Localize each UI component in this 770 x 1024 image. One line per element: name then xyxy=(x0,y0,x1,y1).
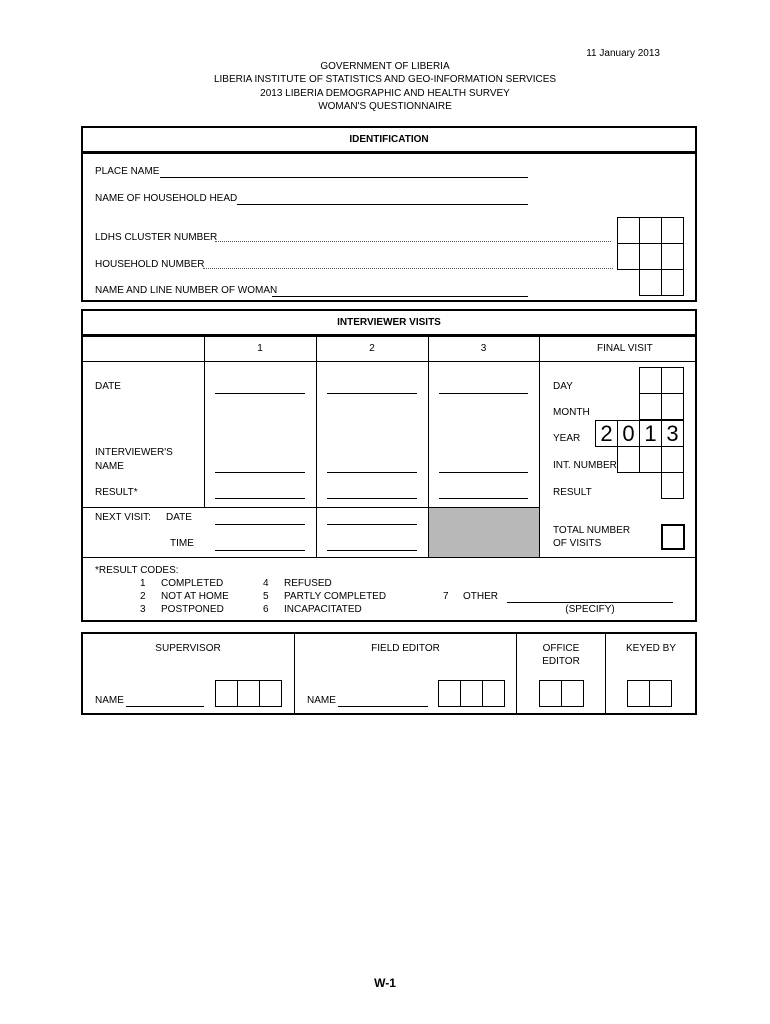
keyed-by-code-box[interactable] xyxy=(627,680,650,707)
next-visit-date-label: DATE xyxy=(166,512,192,523)
day-digit-box[interactable] xyxy=(661,367,684,394)
document-date: 11 January 2013 xyxy=(586,48,660,59)
next-visit-2-time-field[interactable] xyxy=(327,550,417,551)
woman-line-field[interactable] xyxy=(272,296,528,297)
supervisor-code-box[interactable] xyxy=(237,680,260,707)
year-digit: 3 xyxy=(666,421,679,446)
household-digit-box[interactable] xyxy=(639,243,662,270)
year-digit: 2 xyxy=(600,421,613,446)
result-code-label: COMPLETED xyxy=(161,578,224,589)
cluster-digit-box[interactable] xyxy=(661,217,684,244)
interviewer-name-label-2: NAME xyxy=(95,461,124,472)
result-codes-title: *RESULT CODES: xyxy=(95,565,179,576)
result-code-number: 7 xyxy=(443,591,449,602)
visit-1-date-field[interactable] xyxy=(215,393,305,394)
month-digit-box[interactable] xyxy=(661,393,684,420)
col-divider xyxy=(428,507,429,557)
supervisor-code-box[interactable] xyxy=(259,680,282,707)
office-editor-code-box[interactable] xyxy=(561,680,584,707)
visit-3-result-field[interactable] xyxy=(439,498,528,499)
visit-3-date-field[interactable] xyxy=(439,393,528,394)
place-name-field[interactable] xyxy=(160,177,528,178)
woman-line-digit-box[interactable] xyxy=(639,269,662,296)
supervisor-code-box[interactable] xyxy=(215,680,238,707)
next-visit-1-time-field[interactable] xyxy=(215,550,305,551)
result-code-label: NOT AT HOME xyxy=(161,591,229,602)
field-editor-code-box[interactable] xyxy=(460,680,483,707)
final-result-digit-box[interactable] xyxy=(661,472,684,499)
woman-line-label: NAME AND LINE NUMBER OF WOMAN xyxy=(95,285,278,296)
visit-column-2: 2 xyxy=(369,343,375,354)
final-visit-column: FINAL VISIT xyxy=(597,343,653,354)
final-result-label: RESULT xyxy=(553,487,592,498)
field-editor-name-field[interactable] xyxy=(338,706,428,707)
cluster-digit-box[interactable] xyxy=(639,217,662,244)
total-visits-label: TOTAL NUMBER xyxy=(553,525,631,536)
office-editor-label-2: EDITOR xyxy=(542,656,580,667)
cluster-number-label: LDHS CLUSTER NUMBER xyxy=(95,232,218,243)
final-year-label: YEAR xyxy=(553,433,581,444)
header-line-4: WOMAN'S QUESTIONNAIRE xyxy=(318,101,452,112)
keyed-by-label: KEYED BY xyxy=(625,643,677,654)
year-digit: 0 xyxy=(622,421,635,446)
supervisor-name-label: NAME xyxy=(95,695,124,706)
identification-section xyxy=(81,152,697,302)
interviewer-name-label: INTERVIEWER'S xyxy=(95,447,173,458)
result-code-label: INCAPACITATED xyxy=(284,604,362,615)
household-digit-box[interactable] xyxy=(661,243,684,270)
cluster-digit-box[interactable] xyxy=(617,217,640,244)
supervisor-label: SUPERVISOR xyxy=(155,643,221,654)
visit-column-3: 3 xyxy=(480,343,487,354)
total-visits-label-2: OF VISITS xyxy=(553,538,602,549)
result-row-label: RESULT* xyxy=(95,487,138,498)
place-name-label: PLACE NAME xyxy=(95,166,160,177)
result-codes-divider xyxy=(82,557,696,558)
other-specify-field[interactable] xyxy=(507,602,673,603)
visit-3-interviewer-field[interactable] xyxy=(439,472,528,473)
col-divider xyxy=(204,336,205,507)
visit-1-interviewer-field[interactable] xyxy=(215,472,305,473)
int-number-digit-box[interactable] xyxy=(639,446,662,473)
result-code-number: 5 xyxy=(263,591,269,602)
col-divider xyxy=(428,336,429,507)
header-line-3: 2013 LIBERIA DEMOGRAPHIC AND HEALTH SURVEY xyxy=(260,88,510,99)
identification-title: IDENTIFICATION xyxy=(349,134,429,145)
shaded-cell xyxy=(429,508,539,557)
visit-2-date-field[interactable] xyxy=(327,393,417,394)
keyed-by-code-box[interactable] xyxy=(649,680,672,707)
day-digit-box[interactable] xyxy=(639,367,662,394)
field-editor-code-box[interactable] xyxy=(482,680,505,707)
result-code-number: 1 xyxy=(140,578,146,589)
col-divider xyxy=(539,336,540,557)
office-editor-label: OFFICE xyxy=(542,643,580,654)
cluster-dot-leader xyxy=(215,241,611,242)
int-number-digit-box[interactable] xyxy=(617,446,640,473)
household-dot-leader xyxy=(203,268,613,269)
month-digit-box[interactable] xyxy=(639,393,662,420)
year-digit: 1 xyxy=(644,421,657,446)
col-divider xyxy=(316,336,317,557)
date-row-label: DATE xyxy=(95,381,121,392)
final-day-label: DAY xyxy=(553,381,573,392)
int-number-digit-box[interactable] xyxy=(661,446,684,473)
header-line-1: GOVERNMENT OF LIBERIA xyxy=(320,61,450,72)
next-visit-1-date-field[interactable] xyxy=(215,524,305,525)
field-editor-code-box[interactable] xyxy=(438,680,461,707)
page-number: W-1 xyxy=(374,976,396,990)
field-editor-name-label: NAME xyxy=(307,695,336,706)
next-visit-2-date-field[interactable] xyxy=(327,524,417,525)
specify-label: (SPECIFY) xyxy=(565,604,615,615)
visit-1-result-field[interactable] xyxy=(215,498,305,499)
final-month-label: MONTH xyxy=(553,407,590,418)
result-code-label: PARTLY COMPLETED xyxy=(284,591,387,602)
total-visits-box[interactable] xyxy=(661,524,685,550)
next-visit-time-label: TIME xyxy=(170,538,194,549)
household-head-label: NAME OF HOUSEHOLD HEAD xyxy=(95,193,238,204)
office-editor-code-box[interactable] xyxy=(539,680,562,707)
result-code-label: POSTPONED xyxy=(161,604,224,615)
result-code-number: 4 xyxy=(263,578,269,589)
woman-line-digit-box[interactable] xyxy=(661,269,684,296)
result-code-number: 6 xyxy=(263,604,269,615)
field-editor-label: FIELD EDITOR xyxy=(371,643,440,654)
visits-title: INTERVIEWER VISITS xyxy=(337,317,441,328)
visits-header-divider xyxy=(82,361,696,362)
household-number-label: HOUSEHOLD NUMBER xyxy=(95,259,205,270)
result-code-label: OTHER xyxy=(463,591,498,602)
next-visit-label: NEXT VISIT: xyxy=(95,512,151,523)
household-digit-box[interactable] xyxy=(617,243,640,270)
visit-2-result-field[interactable] xyxy=(327,498,417,499)
household-head-field[interactable] xyxy=(237,204,528,205)
visit-column-1: 1 xyxy=(257,343,263,354)
supervisor-name-field[interactable] xyxy=(126,706,204,707)
int-number-label: INT. NUMBER xyxy=(553,460,617,471)
result-code-number: 3 xyxy=(140,604,146,615)
result-code-number: 2 xyxy=(140,591,146,602)
header-line-2: LIBERIA INSTITUTE OF STATISTICS AND GEO-INFORMATION SERVICES xyxy=(213,74,557,85)
result-code-label: REFUSED xyxy=(284,578,332,589)
visit-2-interviewer-field[interactable] xyxy=(327,472,417,473)
